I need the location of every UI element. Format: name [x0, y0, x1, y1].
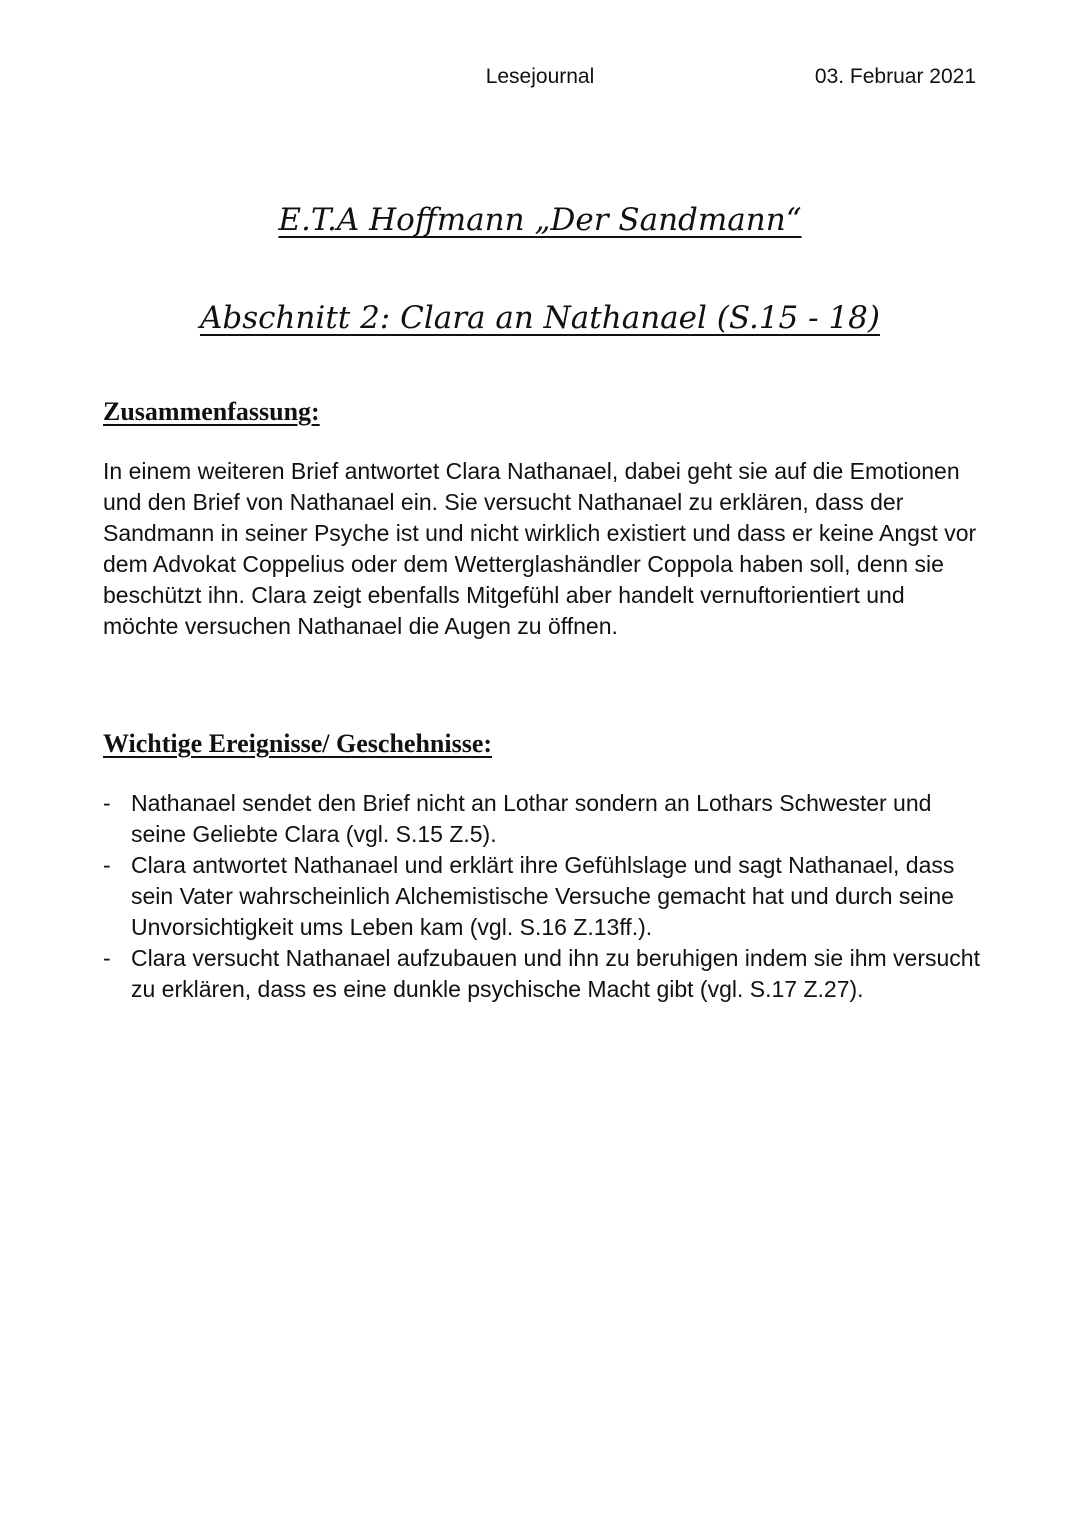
header-date: 03. Februar 2021: [814, 65, 976, 88]
events-heading: Wichtige Ereignisse/ Geschehnisse:: [103, 729, 493, 758]
section-subtitle: [0, 298, 1080, 338]
bullet-dash: -: [103, 790, 111, 816]
section-subtitle-text: Abschnitt 2: Clara an Nathanael (S.15 - 18): [199, 300, 881, 336]
list-item-text: Clara versucht Nathanael aufzubauen und ihn zu beruhigen indem sie ihm versucht zu erklären, dass es eine dunkle psychische Macht gibt (vgl. S.17 Z.27).: [131, 945, 980, 1002]
summary-paragraph: In einem weiteren Brief antwortet Clara Nathanael, dabei geht sie auf die Emotionen und den Brief von Nathanael ein. Sie versucht Nathanael zu erklären, dass der Sandmann in seiner Psyche ist und nicht wirklich existiert und dass er keine Angst vor dem Advokat Coppelius oder dem Wetterglashändler Coppola haben soll, denn sie beschützt ihn. Clara zeigt ebenfalls Mitgefühl aber handelt vernuftorientiert und möchte versuchen Nathanael die Augen zu öffnen.: [103, 458, 977, 639]
list-item: [103, 788, 983, 850]
events-list: [103, 788, 983, 1005]
list-item: [103, 943, 983, 1005]
bullet-dash: -: [103, 852, 111, 878]
document-title-text: E.T.A Hoffmann „Der Sandmann“: [278, 202, 802, 238]
list-item-text: Nathanael sendet den Brief nicht an Lothar sondern an Lothars Schwester und seine Geliebte Clara (vgl. S.15 Z.5).: [131, 790, 932, 847]
document-title: [0, 200, 1080, 240]
list-item-text: Clara antwortet Nathanael und erklärt ihre Gefühlslage und sagt Nathanael, dass sein Vater wahrscheinlich Alchemistische Versuche gemacht hat und durch seine Unvorsichtigkeit ums Leben kam (vgl. S.16 Z.13ff.).: [131, 852, 955, 940]
bullet-dash: -: [103, 945, 111, 971]
header-title: Lesejournal: [485, 65, 595, 88]
list-item: [103, 850, 983, 943]
summary-heading: Zusammenfassung:: [103, 397, 320, 426]
